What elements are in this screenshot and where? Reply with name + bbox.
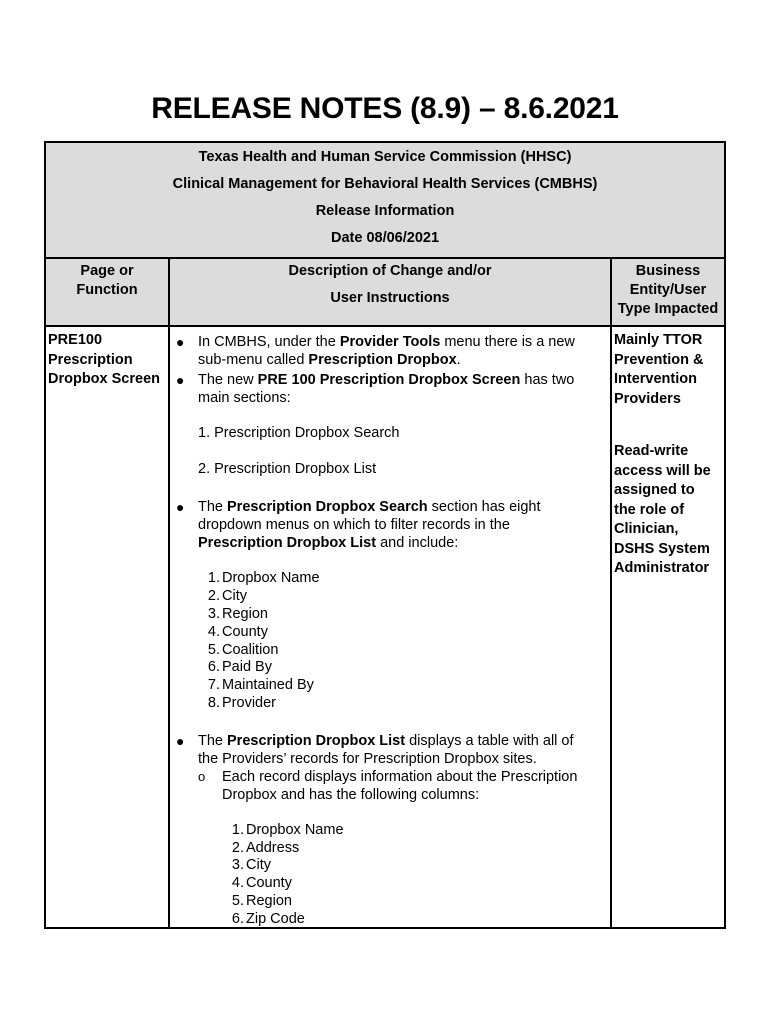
- release-date: Date 08/06/2021: [330, 230, 440, 246]
- bullet-text: The Prescription Dropbox Search section has eight dropdown menus on which to filter records in the Prescription Dropbox List and include:: [198, 499, 541, 551]
- column-header-description: Description of Change and/or User Instructions: [170, 259, 610, 327]
- business-impact-cell: Mainly TTOR Prevention & Intervention Providers: [614, 332, 704, 407]
- bullet-icon: ●: [176, 733, 185, 749]
- list-item: Region: [222, 606, 268, 622]
- bullet-icon: ●: [176, 372, 185, 388]
- bullet-icon: ●: [176, 499, 185, 515]
- list-item: Address: [246, 840, 300, 856]
- bullet-icon: ●: [176, 334, 185, 350]
- list-item: Region: [246, 893, 292, 909]
- document-title: RELEASE NOTES (8.9) – 8.6.2021: [151, 92, 619, 125]
- list-item: City: [246, 857, 271, 873]
- bullet-text: The new PRE 100 Prescription Dropbox Screen has two main sections:: [198, 372, 575, 406]
- list-item: Maintained By: [222, 677, 314, 693]
- bullet-text: The Prescription Dropbox List displays a table with all of the Providers’ records for Prescription Dropbox sites.: [198, 733, 574, 767]
- list-item: City: [222, 588, 247, 604]
- list-item: County: [222, 624, 268, 640]
- list-item: Paid By: [222, 659, 272, 675]
- column-header-page: Page or Function: [46, 259, 168, 327]
- list-item: Zip Code: [246, 911, 305, 927]
- release-info-label: Release Information: [315, 203, 455, 219]
- column-divider: [168, 257, 170, 929]
- agency-name: Texas Health and Human Service Commission (HHSC): [198, 149, 572, 165]
- sub-bullet-icon: o: [198, 769, 206, 784]
- section-item: 2. Prescription Dropbox List: [198, 461, 377, 477]
- list-item: County: [246, 875, 292, 891]
- column-header-business: Business Entity/User Type Impacted: [612, 259, 724, 327]
- list-item: Dropbox Name: [222, 570, 320, 586]
- list-item: Coalition: [222, 642, 279, 658]
- list-item: Provider: [222, 695, 276, 711]
- system-name: Clinical Management for Behavioral Health Services (CMBHS): [172, 176, 598, 192]
- page-function-cell: PRE100 Prescription Dropbox Screen: [48, 332, 160, 387]
- column-divider: [610, 257, 612, 929]
- release-notes-table: Texas Health and Human Service Commission (HHSC) Clinical Management for Behavioral Health Services (CMBHS) Release Information Date 08/06/2021 Page or Function Description of Change and/or User Instructions Business Entity/User Type Impacted PRE100 Prescription Dropbox Screen ● In CMBHS, under the Provider Tools menu there is a new sub-menu called Prescription Dropbox. ● The new PRE 100 Prescription Dropbox Screen has two main sections: 1. Prescription Dropbox Search 2. Prescription Dropbox List ● The Prescription Dropbox Search section has eight dropdown menus on which to filter records in the Prescription Dropbox List and include: 1. Dropbox Name 2. City 3. Region 4. County 5. Coalition 6. Paid By 7. Maintained By 8. Provider ● The Prescription Dropbox List displays a table with all of the Providers’ records for Prescription Dropbox sites. o Each record displays information about the Prescription Dropbox and has the following columns: 1. Dropbox Name 2. Address 3. City 4. County 5. Region 6. Zip Code Mainly TTOR Prevention & Intervention Providers Read-write access will be assigned to the role of Clinician, DSHS System Administrator: [44, 141, 726, 929]
- sub-bullet-text: Each record displays information about the Prescription Dropbox and has the following columns:: [222, 769, 578, 803]
- access-note-cell: Read-write access will be assigned to the role of Clinician, DSHS System Administrator: [614, 443, 711, 576]
- bullet-text: In CMBHS, under the Provider Tools menu there is a new sub-menu called Prescription Dropbox.: [198, 334, 575, 368]
- list-item: Dropbox Name: [246, 822, 344, 838]
- section-item: 1. Prescription Dropbox Search: [198, 425, 400, 441]
- table-header: [46, 143, 724, 259]
